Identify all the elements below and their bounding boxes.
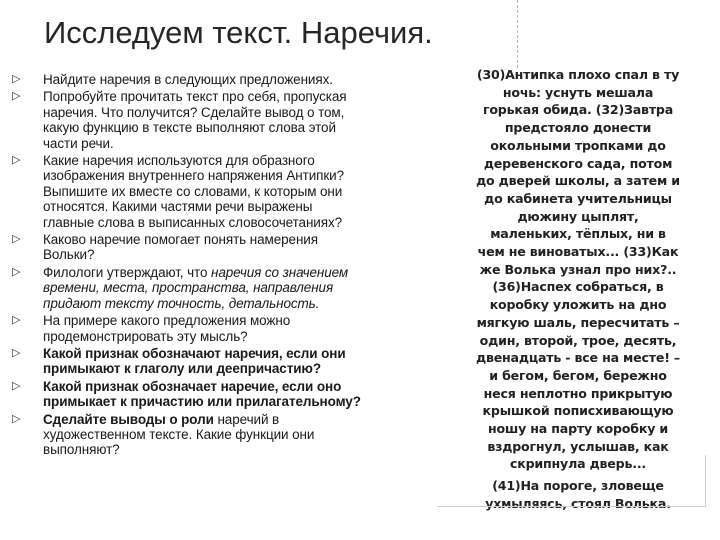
story-line: ношу на парту коробку и: [487, 421, 669, 437]
story-line: деревенского сада, потом: [483, 155, 673, 171]
frame-bottom: [437, 506, 705, 507]
arrow-right-icon: ▷: [12, 346, 21, 359]
story-line: ночь: уснуть мешала: [502, 84, 654, 100]
story-line: коробку уложить на дно: [489, 297, 667, 313]
arrow-right-icon: ▷: [12, 90, 21, 103]
story-line: чем не виноватых... (33)Как: [477, 244, 679, 260]
story-line: один, второй, трое, десять,: [479, 332, 677, 348]
list-item: ▷ Филологи утверждают, что наречия со значением времени, места, пространства, направления придают тексту точность, детальность.: [12, 264, 349, 311]
list-item: ▷ Каково наречие помогает понять намерения Вольки?: [12, 232, 318, 263]
story-line: крышкой пописхивающую: [482, 403, 674, 419]
list-item: ▷ Какие наречия используются для образного изображения внутреннего напряжения Антипки? Выпишите их вместе со словами, к которым они относятся. Какими частями речи выражены главные слова в выписанных словосочетаниях?: [12, 153, 344, 230]
story-line: двенадцать - все на месте! –: [475, 350, 681, 366]
list-item: ▷ Сделайте выводы о роли наречий в художественном тексте. Какие функции они выполняют?: [12, 411, 315, 458]
story-line: горькая обида. (32)Завтра: [482, 102, 674, 118]
dashed-divider: [517, 0, 518, 68]
task-list: [12, 72, 432, 460]
list-item: ▷ Какой признак обозначают наречия, если они примыкают к глаголу или деепричастию?: [12, 345, 346, 377]
arrow-right-icon: ▷: [12, 73, 21, 85]
list-item: ▷ Попробуйте прочитать текст про себя, пропуская наречия. Что получится? Сделайте вывод о том, какую функцию в тексте выполняют слова этой части речи.: [12, 89, 347, 151]
story-line: окольными тропками до: [490, 137, 666, 153]
arrow-right-icon: ▷: [12, 412, 21, 425]
list-item: ▷ Какой признак обозначает наречие, если оно примыкает к причастию или прилагательному?: [12, 378, 361, 410]
story-line: маленьких, тёплых, ни в: [490, 226, 666, 242]
story-line: вздрогнул, услышав, как: [487, 438, 669, 454]
story-line: мягкую шаль, пересчитать –: [476, 314, 680, 330]
story-excerpt: [444, 66, 712, 513]
story-line: (30)Антипка плохо спал в ту: [476, 67, 680, 82]
story-line: дюжину цыплят,: [517, 208, 639, 224]
arrow-right-icon: ▷: [12, 265, 21, 278]
story-line: же Волька узнал про них?..: [479, 261, 677, 277]
story-line: предстояло донести: [504, 120, 652, 136]
story-line: и бегом, бегом, бережно: [489, 367, 667, 383]
story-line: до дверей школы, а затем и: [476, 173, 680, 189]
arrow-right-icon: ▷: [12, 154, 21, 167]
arrow-right-icon: ▷: [12, 233, 21, 246]
story-line: (41)На пороге, зловеще: [492, 478, 664, 494]
list-item: ▷ На примере какого предложения можно продемонстрировать эту мысль?: [12, 313, 291, 344]
story-line: до кабинета учительницы: [484, 190, 672, 206]
arrow-right-icon: ▷: [12, 314, 21, 327]
frame-edge: [705, 455, 706, 507]
story-line: ухмыляясь, стоял Волька.: [485, 495, 671, 511]
story-line: неся неплотно прикрытую: [483, 385, 673, 401]
story-line: (36)Наспех собраться, в: [492, 279, 664, 295]
story-line: скрипнула дверь...: [510, 456, 646, 472]
list-item: ▷ Найдите наречия в следующих предложениях.: [12, 72, 333, 87]
page-title: Исследуем текст. Наречия.: [44, 15, 433, 50]
arrow-right-icon: ▷: [12, 379, 21, 392]
